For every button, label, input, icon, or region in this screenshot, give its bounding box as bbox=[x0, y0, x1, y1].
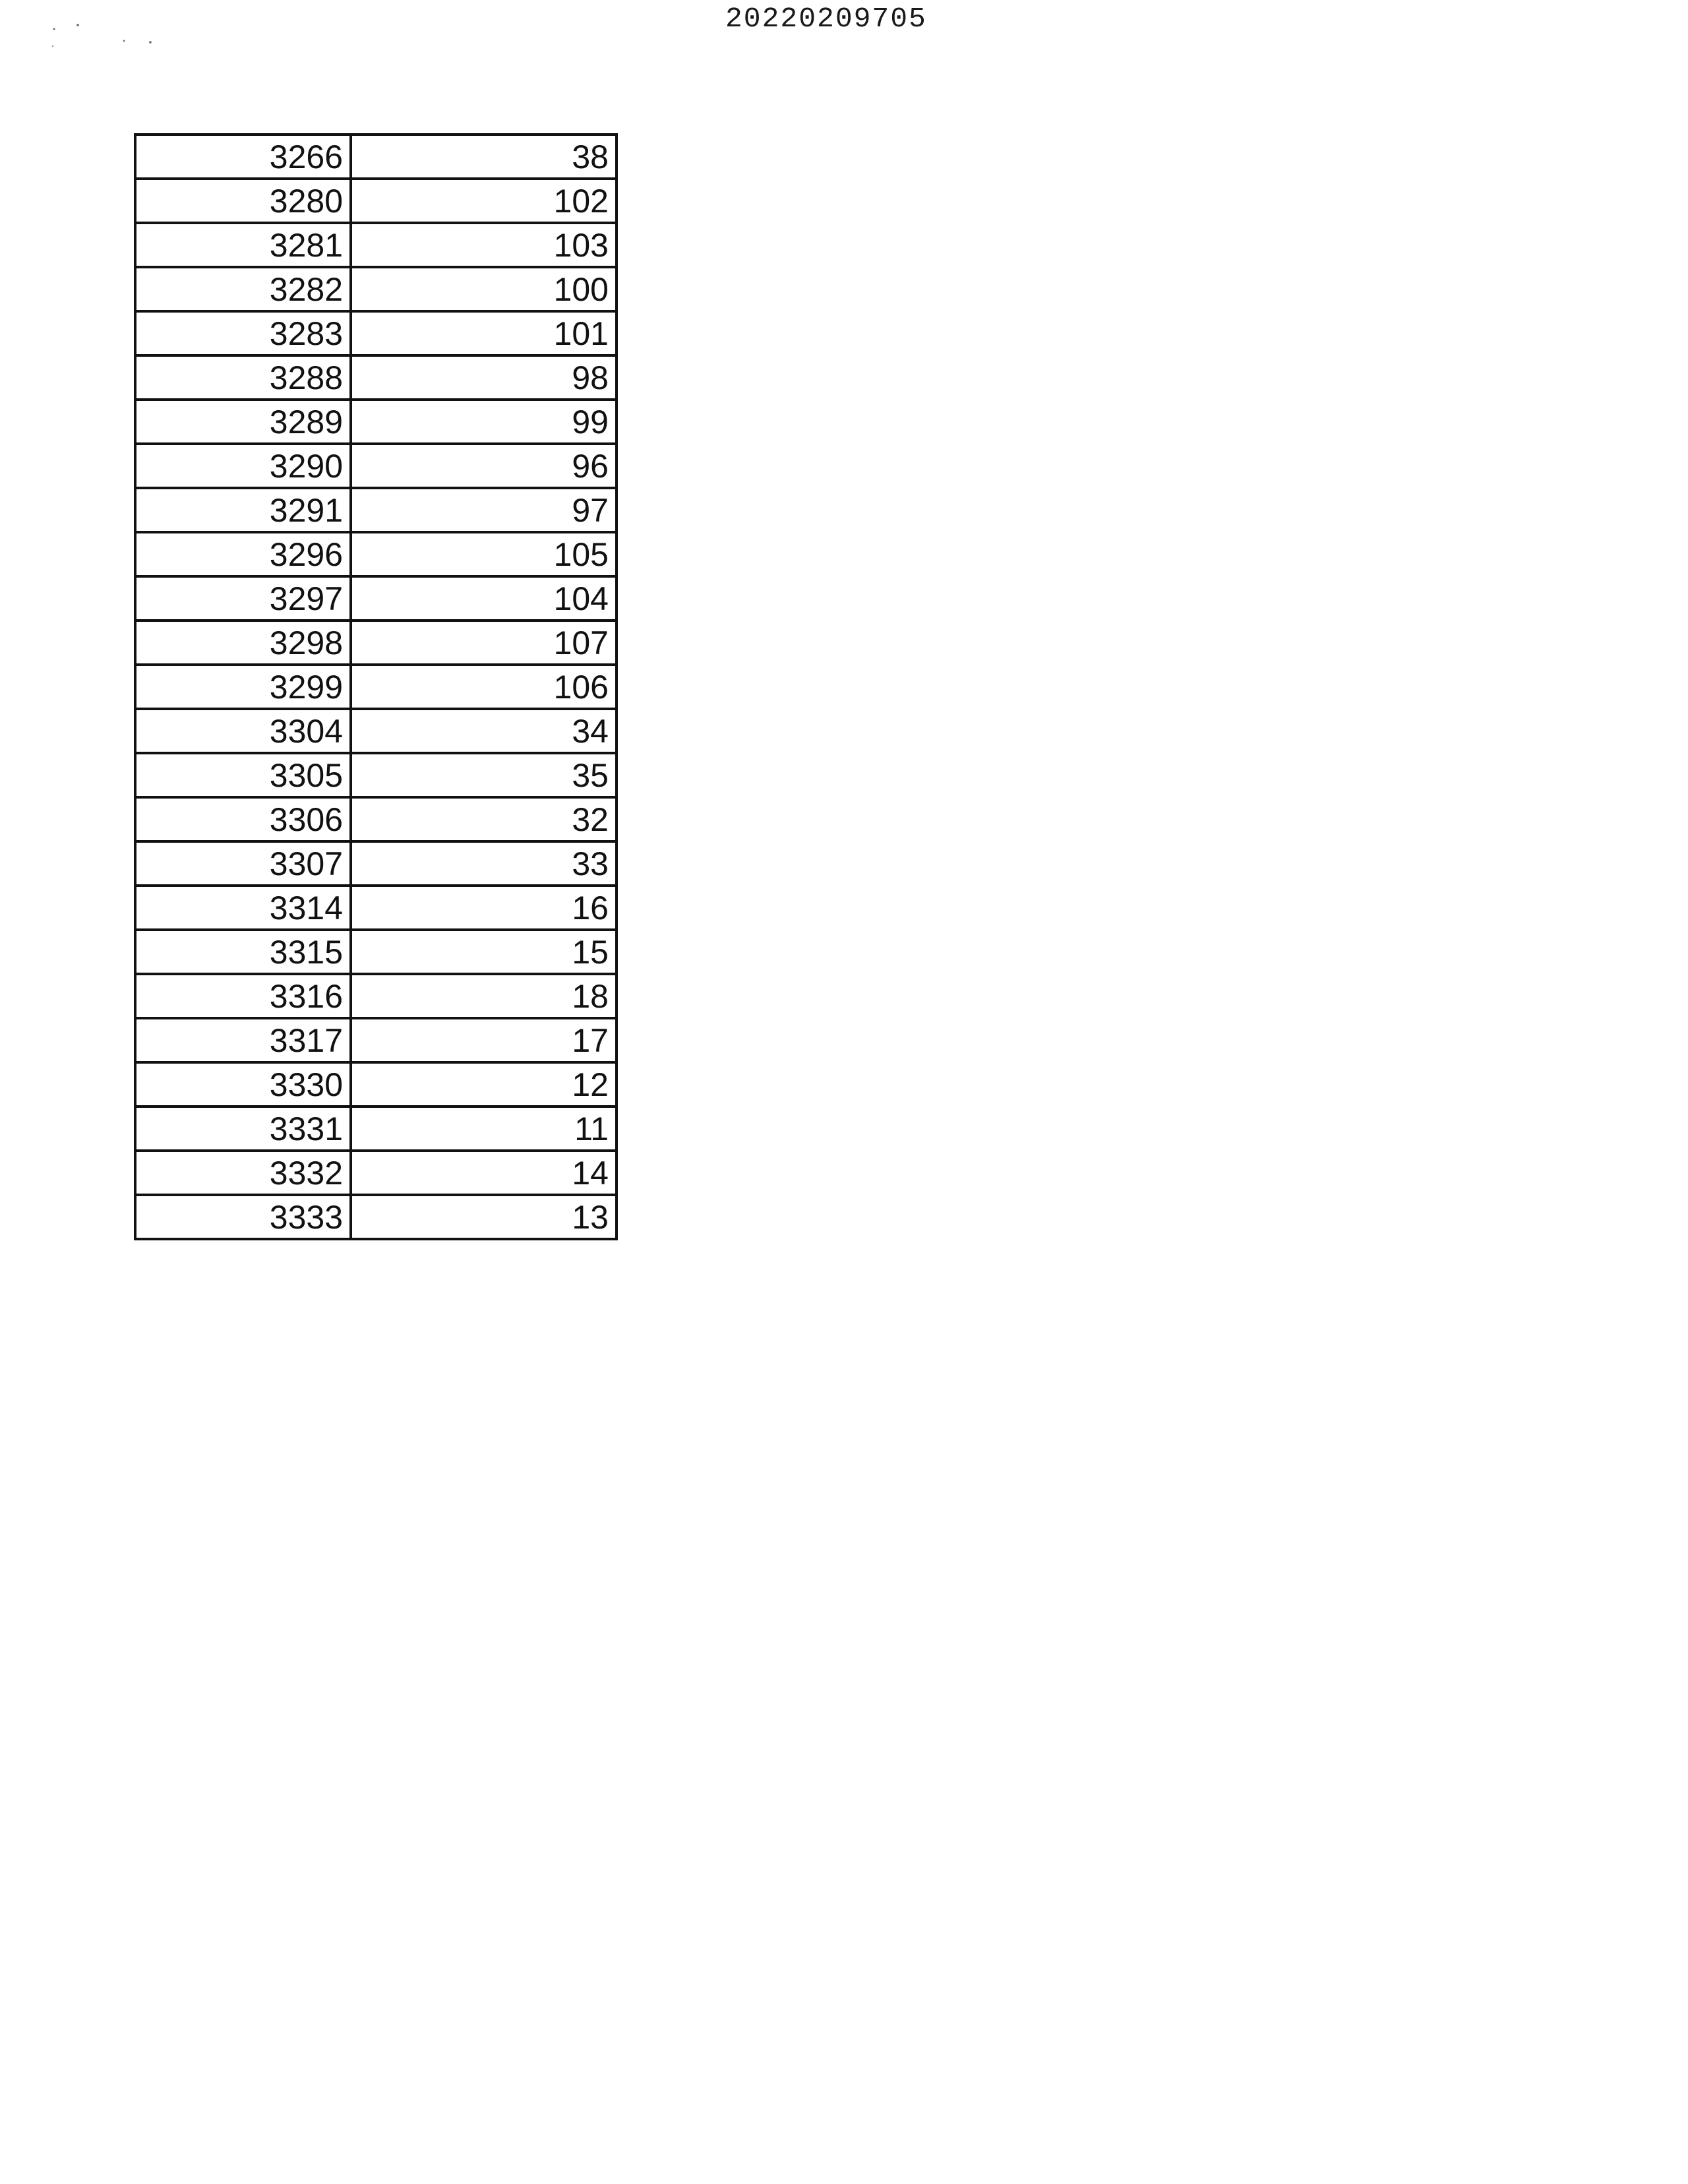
table-cell-id: 3315 bbox=[135, 930, 351, 974]
table-cell-id: 3283 bbox=[135, 311, 351, 355]
table-cell-value: 12 bbox=[351, 1062, 617, 1107]
table-row bbox=[135, 135, 617, 179]
table-cell-value: 33 bbox=[351, 841, 617, 886]
table-cell-id: 3330 bbox=[135, 1062, 351, 1107]
table-cell-value: 17 bbox=[351, 1018, 617, 1062]
table-cell-value: 97 bbox=[351, 488, 617, 532]
table-row bbox=[135, 1018, 617, 1062]
table-body bbox=[135, 135, 617, 1239]
table-cell-value: 101 bbox=[351, 311, 617, 355]
table-row bbox=[135, 753, 617, 797]
table-cell-id: 3306 bbox=[135, 797, 351, 841]
table-cell-id: 3298 bbox=[135, 621, 351, 665]
table-cell-id: 3291 bbox=[135, 488, 351, 532]
table-cell-id: 3304 bbox=[135, 709, 351, 753]
table-cell-id: 3266 bbox=[135, 135, 351, 179]
document-number: 20220209705 bbox=[725, 3, 927, 35]
table-cell-id: 3333 bbox=[135, 1195, 351, 1239]
table-row bbox=[135, 532, 617, 576]
table-cell-id: 3305 bbox=[135, 753, 351, 797]
table-cell-id: 3331 bbox=[135, 1107, 351, 1151]
table-row bbox=[135, 223, 617, 267]
table-row bbox=[135, 1062, 617, 1107]
table-row bbox=[135, 709, 617, 753]
table-cell-value: 100 bbox=[351, 267, 617, 311]
table-row bbox=[135, 841, 617, 886]
table-row bbox=[135, 974, 617, 1018]
table-row bbox=[135, 1151, 617, 1195]
table-cell-value: 34 bbox=[351, 709, 617, 753]
table-cell-id: 3290 bbox=[135, 444, 351, 488]
table-row bbox=[135, 488, 617, 532]
table-row bbox=[135, 355, 617, 400]
table-row bbox=[135, 665, 617, 709]
table-cell-value: 32 bbox=[351, 797, 617, 841]
table-cell-value: 102 bbox=[351, 179, 617, 223]
table-cell-id: 3316 bbox=[135, 974, 351, 1018]
table-row bbox=[135, 930, 617, 974]
table-cell-id: 3289 bbox=[135, 400, 351, 444]
table-cell-value: 99 bbox=[351, 400, 617, 444]
table-row bbox=[135, 797, 617, 841]
table-cell-value: 35 bbox=[351, 753, 617, 797]
table-row bbox=[135, 886, 617, 930]
table-row bbox=[135, 444, 617, 488]
table-row bbox=[135, 179, 617, 223]
table-cell-id: 3280 bbox=[135, 179, 351, 223]
table-row bbox=[135, 1107, 617, 1151]
table-cell-value: 106 bbox=[351, 665, 617, 709]
table-cell-value: 15 bbox=[351, 930, 617, 974]
table-cell-value: 104 bbox=[351, 576, 617, 621]
table-cell-value: 103 bbox=[351, 223, 617, 267]
table-row bbox=[135, 400, 617, 444]
table-cell-value: 18 bbox=[351, 974, 617, 1018]
table-row bbox=[135, 621, 617, 665]
table-cell-value: 11 bbox=[351, 1107, 617, 1151]
table-cell-id: 3314 bbox=[135, 886, 351, 930]
table-cell-value: 38 bbox=[351, 135, 617, 179]
table-cell-id: 3317 bbox=[135, 1018, 351, 1062]
table-cell-id: 3288 bbox=[135, 355, 351, 400]
table-cell-id: 3282 bbox=[135, 267, 351, 311]
table-cell-id: 3307 bbox=[135, 841, 351, 886]
table-row bbox=[135, 576, 617, 621]
table-row bbox=[135, 267, 617, 311]
table-cell-id: 3296 bbox=[135, 532, 351, 576]
table-cell-id: 3281 bbox=[135, 223, 351, 267]
table-cell-id: 3297 bbox=[135, 576, 351, 621]
table-cell-id: 3332 bbox=[135, 1151, 351, 1195]
scan-artifact-marks bbox=[46, 20, 165, 59]
table-row bbox=[135, 311, 617, 355]
table-cell-value: 98 bbox=[351, 355, 617, 400]
table-cell-value: 107 bbox=[351, 621, 617, 665]
table-cell-value: 16 bbox=[351, 886, 617, 930]
data-table bbox=[134, 133, 618, 1240]
table-cell-value: 14 bbox=[351, 1151, 617, 1195]
table-cell-value: 105 bbox=[351, 532, 617, 576]
table-row bbox=[135, 1195, 617, 1239]
table-cell-value: 96 bbox=[351, 444, 617, 488]
table-cell-value: 13 bbox=[351, 1195, 617, 1239]
table-cell-id: 3299 bbox=[135, 665, 351, 709]
